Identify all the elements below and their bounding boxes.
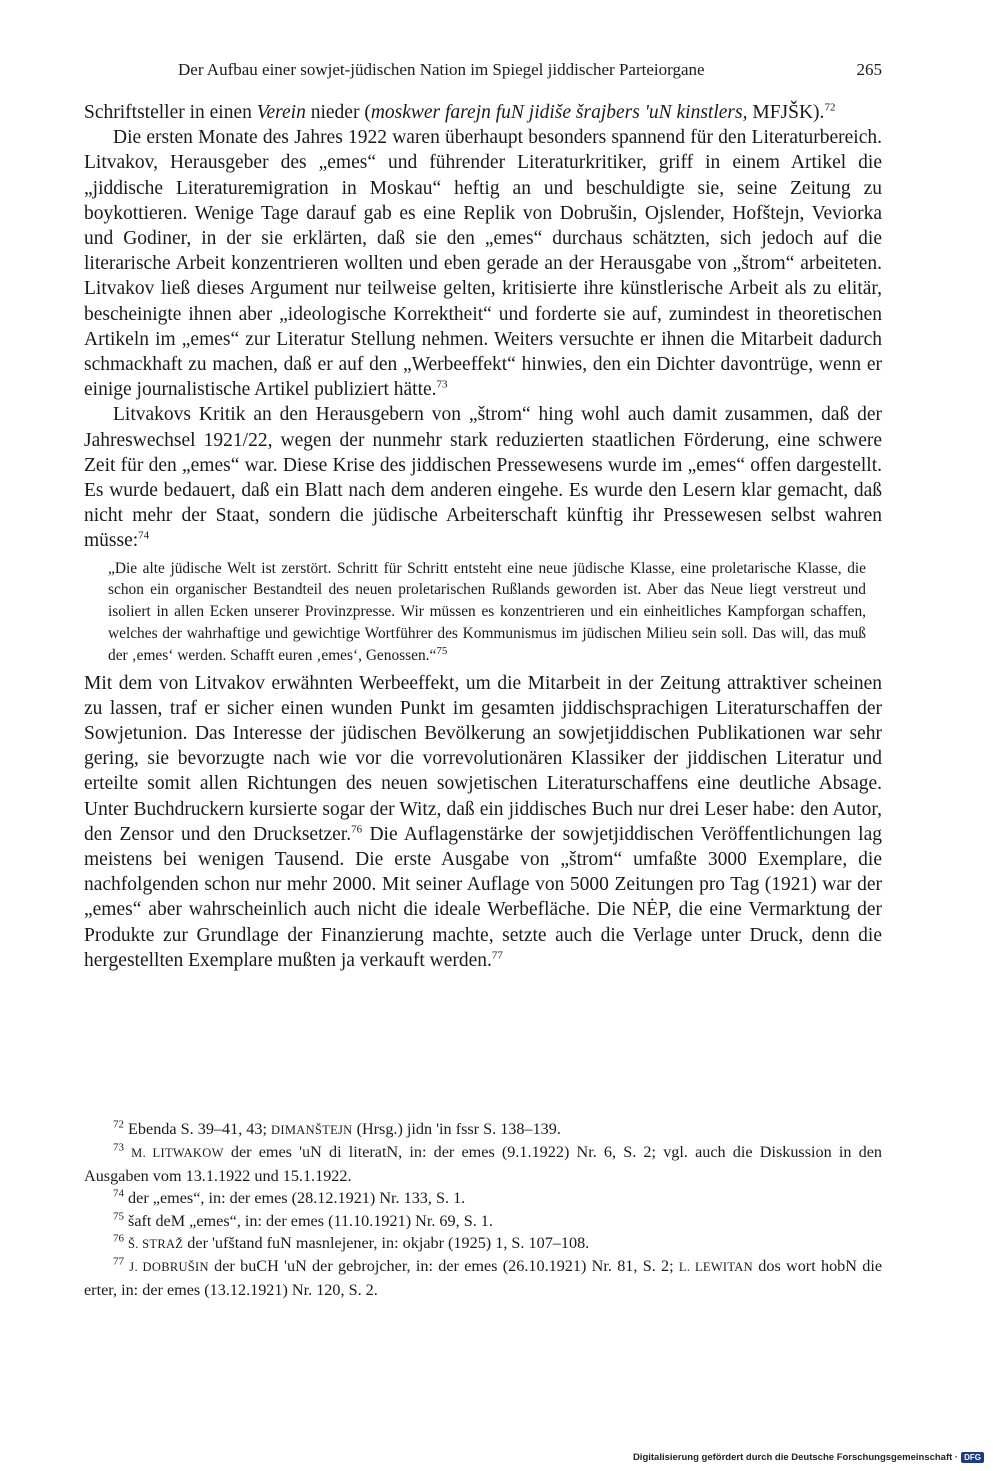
footnote-text: der buCH 'uN der gebrojcher, in: der emes (26.10.1921) Nr. 81, S. 2; [208, 1257, 679, 1276]
text-span: Die ersten Monate des Jahres 1922 waren überhaupt besonders spannend für den Literaturbereich. Litvakov, Herausgeber des „emes“ und führender Literaturkritiker, griff in einem Artikel die „jiddische Literaturemigration in Moskau“ heftig an und beschuldigte sie, seine Zeitung zu boykottieren. Wenige Tage darauf gab es eine Replik von Dobrušin, Ojslender, Hofštejn, Veviorka und Godiner, in der sie erklärten, daß sie den „emes“ durchaus schätzten, sich jedoch auf die literarische Arbeit konzentrieren wollten und eben gerade an der Herausgabe von „štrom“ arbeiteten. Litvakov ließ dieses Argument nur teilweise gelten, kritisierte ihre künstlerische Arbeit als zu elitär, bescheinigte ihnen aber „ideologische Korrektheit“ und forderte sie auf, zumindest in theoretischen Artikeln im „emes“ zur Literatur Stellung nehmen. Weiters versuchte er ihnen die Mitarbeit dadurch schmackhaft zu machen, daß er auf den „Werbeeffekt“ hinwies, den ein Dichter davontrüge, wenn er einige journalistische Artikel publiziert hätte. [84, 127, 882, 401]
footnote-74 [84, 1187, 882, 1209]
author-name: J. DOBRUŠIN [129, 1260, 209, 1275]
paragraph-2 [84, 125, 882, 402]
quote-text: „Die alte jüdische Welt ist zerstört. Schritt für Schritt entsteht eine neue jüdische Klasse, eine proletarische Klasse, die schon ein organischer Bestandteil des neuen proletarischen Rußlands geworden ist. Aber das Neue liegt verstreut und isoliert in allen Ecken unserer Provinzpresse. Wir müssen es konzentrieren und ein einheitliches Kampforgan schaffen, welches der wahrhaftige und gewichtige Wortführer des Kommunismus im jüdischen Milieu sein soll. Das will, das muß der ‚emes‘ werden. Schafft euren ‚emes‘, Genossen.“ [108, 559, 866, 664]
author-name: L. LEWITAN [678, 1260, 753, 1275]
digitization-credit [633, 1452, 984, 1463]
author-name: Š. STRAŽ [128, 1237, 184, 1252]
text-span: Mit dem von Litvakov erwähnten Werbeeffekt, um die Mitarbeit in der Zeitung attraktiver scheinen zu lassen, traf er sicher einen wunden Punkt im gesamten jiddischsprachigen Literaturschaffen der Sowjetunion. Das Interesse der jüdischen Bevölkerung an sowjetjiddischen Publikationen war sehr gering, sie bevorzugte nach wie vor die vorrevolutionären Klassiker der jiddischen Literatur und erteilte somit allen Richtungen des neuen sowjetischen Literaturschaffens eine deutliche Absage. Unter Buchdruckern kursierte sogar der Witz, daß ein jiddisches Buch nur drei Leser habe: den Autor, den Zensor und den Drucksetzer. [84, 672, 882, 845]
footnote-ref[interactable]: 76 [351, 823, 363, 836]
main-text [84, 100, 882, 973]
text-span: nieder ( [305, 102, 371, 123]
book-page [84, 0, 882, 1471]
dfg-logo-icon: DFG [961, 1452, 984, 1463]
italic-term: Verein [256, 102, 306, 123]
footnote-number: 76 [113, 1232, 124, 1245]
footnote-73 [84, 1141, 882, 1187]
footnote-ref[interactable]: 74 [138, 529, 150, 542]
paragraph-3 [84, 402, 882, 553]
footnote-text: šaft deM „emes“, in: der emes (11.10.1921) Nr. 69, S. 1. [124, 1211, 493, 1230]
text-span: Schriftsteller in einen [84, 102, 257, 123]
running-title: Der Aufbau einer sowjet-jüdischen Nation im Spiegel jiddischer Parteiorgane [178, 60, 705, 79]
italic-term: moskwer farejn fuN jidiše šrajbers 'uN kinstlers, [370, 102, 748, 123]
footnote-text: Ebenda S. 39–41, 43; [124, 1120, 272, 1138]
footnote-number: 77 [113, 1256, 124, 1269]
footnote-72 [84, 1118, 882, 1141]
block-quote [108, 558, 866, 667]
footnote-number: 75 [113, 1210, 124, 1223]
footnote-75 [84, 1210, 882, 1232]
footnote-text: (Hrsg.) jidn 'in fssr S. 138–139. [352, 1120, 561, 1138]
footnote-text: dos wort hobN die erter, in: der emes (13.12.1921) Nr. 120, S. 2. [84, 1257, 883, 1299]
footnote-ref[interactable]: 75 [436, 644, 448, 657]
author-name: M. LITWAKOW [131, 1146, 224, 1161]
running-header [84, 60, 882, 86]
footnote-number: 72 [113, 1118, 124, 1131]
footnote-number: 74 [113, 1187, 124, 1200]
footnote-ref[interactable]: 73 [436, 378, 448, 391]
footnote-ref[interactable]: 72 [824, 101, 836, 114]
paragraph-1 [84, 100, 882, 125]
footnotes [84, 1118, 882, 1301]
page-number: 265 [856, 60, 882, 79]
footnote-number: 73 [113, 1142, 124, 1155]
author-name: DIMANŠTEJN [271, 1123, 353, 1137]
text-span: MFJŠK). [747, 102, 825, 123]
credit-text: Digitalisierung gefördert durch die Deutsche Forschungsgemeinschaft · [632, 1452, 959, 1463]
text-span: Die Auflagenstärke der sowjetjiddischen Veröffentlichungen lag meistens bei wenigen Tausend. Die erste Ausgabe von „štrom“ umfaßte 3000 Exemplare, die nachfolgenden schon nur mehr 2000. Mit seiner Auflage von 5000 Zeitungen pro Tag (1921) war der „emes“ aber wahrscheinlich auch nicht die ideale Werbefläche. Die NĖP, die eine Vermarktung der Produkte zur Grundlage der Finanzierung machte, setzte auch die Verlage unter Druck, denn die hergestellten Exemplare mußten ja verkauft werden. [84, 823, 882, 971]
footnote-77 [84, 1255, 882, 1301]
footnote-ref[interactable]: 77 [491, 949, 503, 962]
footnote-76 [84, 1232, 882, 1255]
text-span: Litvakovs Kritik an den Herausgebern von „štrom“ hing wohl auch damit zusammen, daß der Jahreswechsel 1921/22, wegen der nunmehr stark reduzierten staatlichen Förderung, eine schwere Zeit für den „emes“ war. Diese Krise des jiddischen Pressewesens wurde im „emes“ offen dargestellt. Es wurde bedauert, daß ein Blatt nach dem anderen eingehe. Es wurde den Lesern klar gemacht, daß nicht mehr der Staat, sondern die jüdische Arbeiterschaft künftig ihr Pressewesen selbst wahren müsse: [84, 404, 882, 552]
footnote-text: der 'ufštand fuN masnlejener, in: okjabr (1925) 1, S. 107–108. [183, 1234, 590, 1253]
footnote-text: der emes 'uN di literatN, in: der emes (9.1.1922) Nr. 6, S. 2; vgl. auch die Diskussion in den Ausgaben vom 13.1.1922 und 15.1.1922. [84, 1143, 883, 1185]
paragraph-4 [84, 671, 882, 973]
footnote-text: der „emes“, in: der emes (28.12.1921) Nr. 133, S. 1. [124, 1189, 466, 1208]
